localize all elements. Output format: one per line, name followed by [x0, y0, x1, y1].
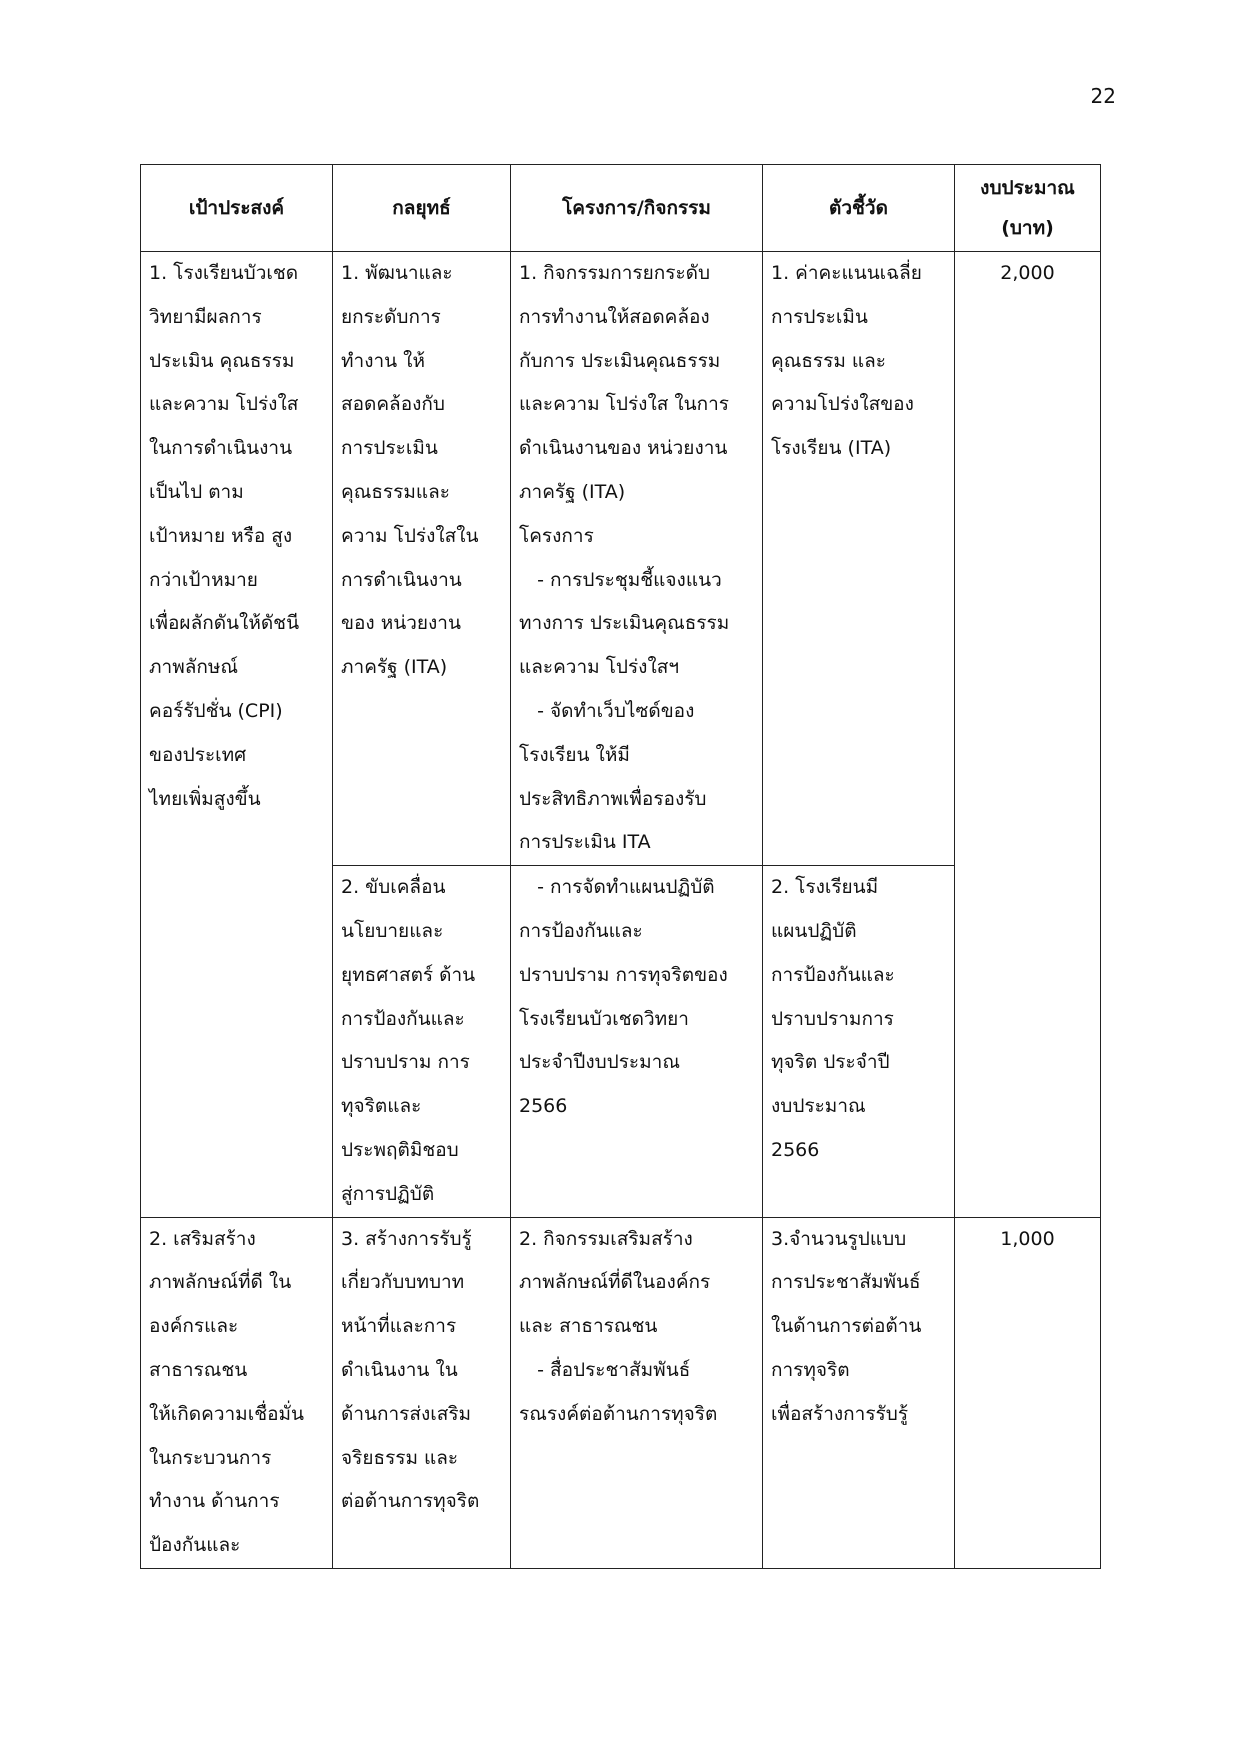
cell-line: ด้านการส่งเสริม: [341, 1402, 472, 1425]
header-project: โครงการ/กิจกรรม: [511, 165, 763, 252]
cell-line: ให้เกิดความเชื่อมั่น: [149, 1402, 305, 1425]
cell-line: ทำงาน ให้: [341, 349, 425, 372]
cell-line: ความโปร่งใสของ: [771, 393, 914, 416]
cell-line: รณรงค์ต่อต้านการทุจริต: [519, 1402, 718, 1425]
cell-line: ในกระบวนการ: [149, 1446, 272, 1469]
cell-line: วิทยามีผลการ: [149, 305, 262, 328]
cell-line: นโยบายและ: [341, 919, 444, 942]
header-budget: [955, 165, 1101, 252]
cell-line: เกี่ยวกับบทบาท: [341, 1271, 465, 1294]
cell-line: ปราบปราม การทุจริตของ: [519, 963, 728, 986]
cell-line: ยุทธศาสตร์ ด้าน: [341, 963, 476, 986]
cell-line: หน้าที่และการ: [341, 1315, 457, 1338]
cell-line: เป็นไป ตาม: [149, 480, 244, 503]
cell-line: 1. กิจกรรมการยกระดับ: [519, 262, 711, 284]
cell-line: การป้องกันและ: [519, 919, 643, 942]
cell-line: การป้องกันและ: [341, 1007, 465, 1030]
cell-line: การทุจริต: [771, 1358, 850, 1381]
cell-line: ประสิทธิภาพเพื่อรองรับ: [519, 787, 707, 810]
header-indicator: ตัวชี้วัด: [763, 165, 955, 252]
cell-strategy-1: [333, 252, 511, 866]
cell-line: เพื่อผลักดันให้ดัชนี: [149, 612, 300, 635]
cell-line: คอร์รัปชั่น (CPI): [149, 699, 283, 722]
cell-line: ของประเทศ: [149, 743, 247, 766]
cell-line: 3. สร้างการรับรู้: [341, 1227, 472, 1250]
cell-line: 2. โรงเรียนมี: [771, 876, 879, 899]
cell-indicator-1: [763, 252, 955, 866]
cell-line: และความ โปร่งใสฯ: [519, 656, 679, 679]
cell-line: - สื่อประชาสัมพันธ์: [519, 1358, 691, 1381]
cell-line: ทุจริตและ: [341, 1095, 422, 1118]
cell-line: - จัดทำเว็บไซด์ของ: [519, 699, 695, 722]
cell-line: ความ โปร่งใสใน: [341, 524, 479, 547]
cell-line: จริยธรรม และ: [341, 1446, 459, 1469]
cell-line: 2566: [771, 1138, 820, 1161]
cell-line: กับการ ประเมินคุณธรรม: [519, 349, 721, 372]
cell-line: - การประชุมชี้แจงแนว: [519, 568, 722, 591]
cell-line: ไทยเพิ่มสูงขึ้น: [149, 787, 261, 810]
cell-line: ปราบปรามการ: [771, 1007, 894, 1030]
cell-line: 2566: [519, 1095, 568, 1118]
cell-line: ป้องกันและ: [149, 1534, 241, 1557]
cell-line: ประจำปีงบประมาณ: [519, 1051, 680, 1074]
cell-budget-3: 1,000: [955, 1217, 1101, 1568]
cell-line: ทำงาน ด้านการ: [149, 1490, 280, 1513]
cell-line: ของ หน่วยงาน: [341, 612, 461, 635]
table-row-1a: [141, 252, 1101, 866]
cell-project-2: [511, 866, 763, 1217]
cell-line: และความ โปร่งใส: [149, 393, 299, 416]
cell-line: สู่การปฏิบัติ: [341, 1182, 435, 1205]
cell-line: การประเมิน: [771, 305, 868, 328]
header-goal: เป้าประสงค์: [141, 165, 333, 252]
cell-line: ปราบปราม การ: [341, 1051, 470, 1074]
cell-indicator-3: [763, 1217, 955, 1568]
cell-line: ดำเนินงาน ใน: [341, 1358, 458, 1381]
cell-project-1: [511, 252, 763, 866]
header-budget-line-2: (บาท): [1001, 217, 1054, 239]
cell-line: 2. ขับเคลื่อน: [341, 876, 446, 899]
cell-line: 2. เสริมสร้าง: [149, 1227, 256, 1250]
cell-line: การทำงานให้สอดคล้อง: [519, 305, 710, 328]
cell-line: 1. พัฒนาและ: [341, 262, 453, 284]
cell-line: ภาพลักษณ์ที่ดีในองค์กร: [519, 1271, 711, 1294]
cell-indicator-2: [763, 866, 955, 1217]
cell-line: การประชาสัมพันธ์: [771, 1271, 921, 1294]
cell-line: โครงการ: [519, 524, 594, 547]
cell-line: ทางการ ประเมินคุณธรรม: [519, 612, 730, 635]
cell-line: ภาครัฐ (ITA): [341, 656, 448, 679]
cell-line: ต่อต้านการทุจริต: [341, 1490, 480, 1513]
cell-line: - การจัดทำแผนปฏิบัติ: [519, 876, 715, 899]
cell-budget-1: 2,000: [955, 252, 1101, 1218]
header-strategy: กลยุทธ์: [333, 165, 511, 252]
cell-line: ภาครัฐ (ITA): [519, 480, 626, 503]
page-number: 22: [1090, 84, 1116, 108]
cell-line: ดำเนินงานของ หน่วยงาน: [519, 437, 728, 460]
header-budget-line-1: งบประมาณ: [980, 177, 1075, 199]
cell-line: การประเมิน: [341, 437, 438, 460]
cell-line: การประเมิน ITA: [519, 831, 651, 854]
cell-line: ภาพลักษณ์: [149, 656, 239, 679]
cell-project-3: [511, 1217, 763, 1568]
plan-table: [140, 164, 1101, 1569]
cell-line: 3.จำนวนรูปแบบ: [771, 1227, 907, 1250]
cell-line: ในการดำเนินงาน: [149, 437, 293, 460]
cell-line: 1. โรงเรียนบัวเชด: [149, 262, 299, 284]
cell-line: องค์กรและ: [149, 1315, 239, 1338]
cell-line: 2. กิจกรรมเสริมสร้าง: [519, 1227, 693, 1250]
cell-strategy-3: [333, 1217, 511, 1568]
cell-line: โรงเรียน (ITA): [771, 437, 892, 460]
cell-line: ภาพลักษณ์ที่ดี ใน: [149, 1271, 292, 1294]
cell-line: โรงเรียนบัวเชดวิทยา: [519, 1007, 689, 1030]
cell-line: เพื่อสร้างการรับรู้: [771, 1402, 909, 1425]
cell-goal-1: [141, 252, 333, 1218]
cell-line: ประพฤติมิชอบ: [341, 1138, 459, 1161]
cell-line: ในด้านการต่อต้าน: [771, 1315, 922, 1338]
cell-line: สอดคล้องกับ: [341, 393, 445, 416]
cell-line: การป้องกันและ: [771, 963, 895, 986]
cell-strategy-2: [333, 866, 511, 1217]
cell-line: กว่าเป้าหมาย: [149, 568, 258, 591]
header-row: [141, 165, 1101, 252]
cell-line: คุณธรรมและ: [341, 480, 450, 503]
table-row-2: [141, 1217, 1101, 1568]
cell-goal-2: [141, 1217, 333, 1568]
cell-line: สาธารณชน: [149, 1358, 248, 1381]
cell-line: เป้าหมาย หรือ สูง: [149, 524, 293, 547]
cell-line: และ สาธารณชน: [519, 1315, 658, 1338]
cell-line: ทุจริต ประจำปี: [771, 1051, 890, 1074]
cell-line: งบประมาณ: [771, 1095, 866, 1118]
cell-line: ประเมิน คุณธรรม: [149, 349, 295, 372]
cell-line: ยกระดับการ: [341, 305, 441, 328]
cell-line: 1. ค่าคะแนนเฉลี่ย: [771, 262, 922, 284]
cell-line: และความ โปร่งใส ในการ: [519, 393, 730, 416]
cell-line: คุณธรรม และ: [771, 349, 887, 372]
cell-line: โรงเรียน ให้มี: [519, 743, 630, 766]
cell-line: การดำเนินงาน: [341, 568, 462, 591]
cell-line: แผนปฏิบัติ: [771, 919, 857, 942]
